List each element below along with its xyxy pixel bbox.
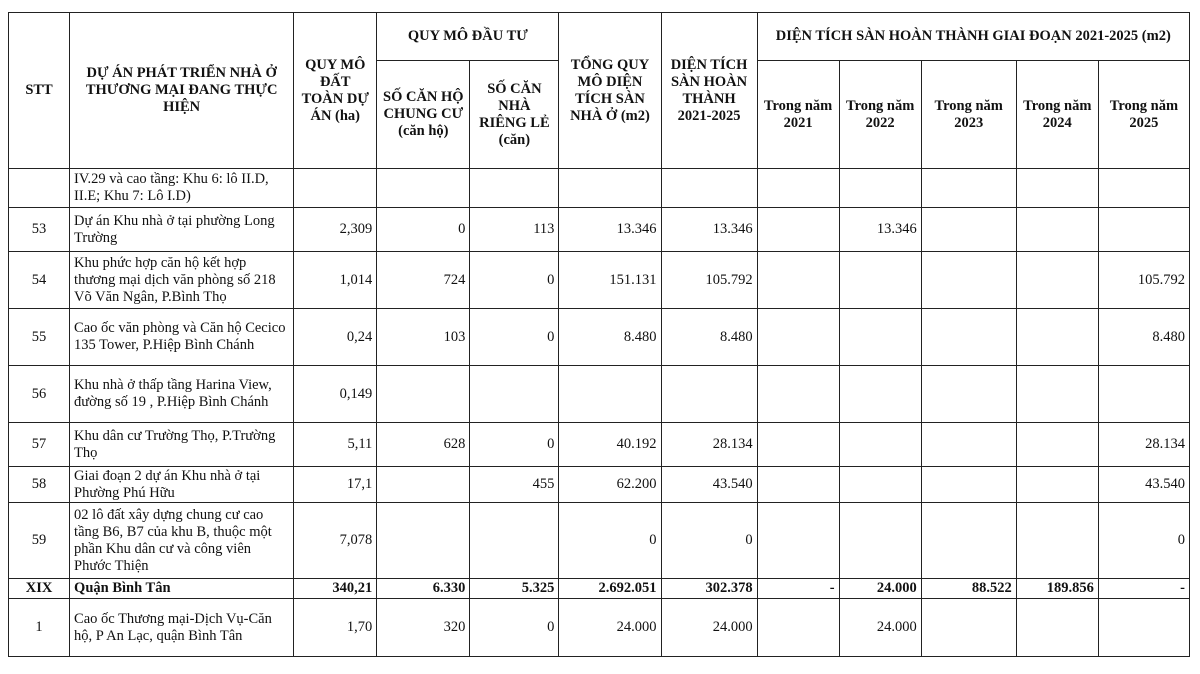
cell-project: 02 lô đất xây dựng chung cư cao tầng B6, B7 của khu B, thuộc một phần Khu dân cư và công viên Phước Thiện — [70, 503, 294, 579]
cell-total-area: 24.000 — [559, 599, 661, 657]
cell-2023 — [921, 169, 1016, 208]
cell-2025 — [1098, 208, 1189, 252]
cell-houses — [470, 169, 559, 208]
cell-2024 — [1016, 208, 1098, 252]
cell-2025: 0 — [1098, 503, 1189, 579]
cell-stt: 54 — [9, 252, 70, 309]
cell-2022 — [839, 309, 921, 366]
cell-2024 — [1016, 366, 1098, 423]
header-2023: Trong năm 2023 — [921, 61, 1016, 169]
cell-completed-area: 105.792 — [661, 252, 757, 309]
cell-land: 7,078 — [294, 503, 377, 579]
cell-2022 — [839, 503, 921, 579]
header-2021: Trong năm 2021 — [757, 61, 839, 169]
cell-total-area: 13.346 — [559, 208, 661, 252]
header-land: QUY MÔ ĐẤT TOÀN DỰ ÁN (ha) — [294, 13, 377, 169]
table-row — [9, 599, 1190, 657]
cell-land: 340,21 — [294, 579, 377, 599]
cell-2021: - — [757, 579, 839, 599]
cell-2023 — [921, 252, 1016, 309]
header-completed-area: DIỆN TÍCH SÀN HOÀN THÀNH 2021-2025 — [661, 13, 757, 169]
cell-project: IV.29 và cao tầng: Khu 6: lô II.D, II.E; Khu 7: Lô I.D) — [70, 169, 294, 208]
header-apartments: SỐ CĂN HỘ CHUNG CƯ (căn hộ) — [377, 61, 470, 169]
table-row — [9, 309, 1190, 366]
cell-stt: 57 — [9, 423, 70, 467]
cell-houses: 455 — [470, 467, 559, 503]
cell-completed-area: 0 — [661, 503, 757, 579]
cell-2024 — [1016, 503, 1098, 579]
cell-2025: 43.540 — [1098, 467, 1189, 503]
header-investment: QUY MÔ ĐẦU TƯ — [377, 13, 559, 61]
header-2025: Trong năm 2025 — [1098, 61, 1189, 169]
cell-completed-area: 302.378 — [661, 579, 757, 599]
cell-2021 — [757, 309, 839, 366]
cell-houses: 0 — [470, 309, 559, 366]
cell-2023 — [921, 366, 1016, 423]
cell-2022: 24.000 — [839, 599, 921, 657]
housing-projects-table — [8, 12, 1190, 657]
cell-2022 — [839, 169, 921, 208]
cell-land: 5,11 — [294, 423, 377, 467]
cell-2021 — [757, 503, 839, 579]
cell-total-area — [559, 169, 661, 208]
cell-completed-area: 24.000 — [661, 599, 757, 657]
header-2024: Trong năm 2024 — [1016, 61, 1098, 169]
cell-2024 — [1016, 252, 1098, 309]
cell-apartments — [377, 169, 470, 208]
cell-land — [294, 169, 377, 208]
cell-2025 — [1098, 169, 1189, 208]
cell-apartments — [377, 467, 470, 503]
cell-2023: 88.522 — [921, 579, 1016, 599]
cell-land: 2,309 — [294, 208, 377, 252]
cell-apartments: 628 — [377, 423, 470, 467]
cell-apartments — [377, 366, 470, 423]
cell-2021 — [757, 169, 839, 208]
cell-houses: 0 — [470, 252, 559, 309]
cell-project: Cao ốc văn phòng và Căn hộ Cecico 135 Tower, P.Hiệp Bình Chánh — [70, 309, 294, 366]
cell-land: 0,149 — [294, 366, 377, 423]
cell-total-area: 62.200 — [559, 467, 661, 503]
cell-2025 — [1098, 366, 1189, 423]
header-period: DIỆN TÍCH SÀN HOÀN THÀNH GIAI ĐOẠN 2021-2025 (m2) — [757, 13, 1189, 61]
cell-project: Dự án Khu nhà ở tại phường Long Trường — [70, 208, 294, 252]
cell-houses — [470, 503, 559, 579]
cell-2025: - — [1098, 579, 1189, 599]
cell-completed-area — [661, 169, 757, 208]
cell-2023 — [921, 599, 1016, 657]
cell-2021 — [757, 366, 839, 423]
cell-2025: 105.792 — [1098, 252, 1189, 309]
cell-2022 — [839, 252, 921, 309]
cell-stt: 59 — [9, 503, 70, 579]
cell-project: Cao ốc Thương mại-Dịch Vụ-Căn hộ, P An Lạc, quận Bình Tân — [70, 599, 294, 657]
cell-2024 — [1016, 169, 1098, 208]
cell-apartments: 103 — [377, 309, 470, 366]
cell-project: Giai đoạn 2 dự án Khu nhà ở tại Phường Phú Hữu — [70, 467, 294, 503]
cell-2022: 24.000 — [839, 579, 921, 599]
cell-2021 — [757, 208, 839, 252]
cell-2021 — [757, 467, 839, 503]
cell-apartments: 724 — [377, 252, 470, 309]
cell-apartments — [377, 503, 470, 579]
cell-2022: 13.346 — [839, 208, 921, 252]
cell-houses: 5.325 — [470, 579, 559, 599]
cell-houses: 0 — [470, 423, 559, 467]
cell-land: 1,014 — [294, 252, 377, 309]
table-row — [9, 467, 1190, 503]
cell-2024 — [1016, 309, 1098, 366]
cell-2024: 189.856 — [1016, 579, 1098, 599]
cell-land: 0,24 — [294, 309, 377, 366]
cell-2022 — [839, 423, 921, 467]
cell-apartments: 320 — [377, 599, 470, 657]
cell-land: 1,70 — [294, 599, 377, 657]
cell-2025 — [1098, 599, 1189, 657]
cell-stt — [9, 169, 70, 208]
cell-houses — [470, 366, 559, 423]
cell-stt: XIX — [9, 579, 70, 599]
cell-completed-area: 13.346 — [661, 208, 757, 252]
table-row — [9, 503, 1190, 579]
cell-completed-area: 43.540 — [661, 467, 757, 503]
cell-completed-area: 28.134 — [661, 423, 757, 467]
cell-stt: 55 — [9, 309, 70, 366]
header-total-area: TỔNG QUY MÔ DIỆN TÍCH SÀN NHÀ Ở (m2) — [559, 13, 661, 169]
header-houses: SỐ CĂN NHÀ RIÊNG LẺ (căn) — [470, 61, 559, 169]
cell-2024 — [1016, 599, 1098, 657]
district-summary-row — [9, 579, 1190, 599]
cell-houses: 0 — [470, 599, 559, 657]
cell-2023 — [921, 423, 1016, 467]
table-row — [9, 208, 1190, 252]
table-row — [9, 252, 1190, 309]
cell-project: Khu phức hợp căn hộ kết hợp thương mại dịch văn phòng số 218 Võ Văn Ngân, P.Bình Thọ — [70, 252, 294, 309]
cell-project: Khu nhà ở thấp tầng Harina View, đường số 19 , P.Hiệp Bình Chánh — [70, 366, 294, 423]
cell-total-area: 40.192 — [559, 423, 661, 467]
cell-total-area: 0 — [559, 503, 661, 579]
table-row — [9, 423, 1190, 467]
cell-total-area: 2.692.051 — [559, 579, 661, 599]
cell-total-area: 8.480 — [559, 309, 661, 366]
cell-total-area: 151.131 — [559, 252, 661, 309]
cell-2022 — [839, 366, 921, 423]
table-row — [9, 169, 1190, 208]
cell-2021 — [757, 423, 839, 467]
cell-land: 17,1 — [294, 467, 377, 503]
cell-2023 — [921, 208, 1016, 252]
cell-2023 — [921, 467, 1016, 503]
cell-stt: 56 — [9, 366, 70, 423]
cell-completed-area: 8.480 — [661, 309, 757, 366]
cell-2021 — [757, 599, 839, 657]
cell-completed-area — [661, 366, 757, 423]
cell-stt: 53 — [9, 208, 70, 252]
cell-2024 — [1016, 423, 1098, 467]
header-stt: STT — [9, 13, 70, 169]
cell-2025: 8.480 — [1098, 309, 1189, 366]
cell-stt: 58 — [9, 467, 70, 503]
cell-2022 — [839, 467, 921, 503]
cell-2023 — [921, 503, 1016, 579]
cell-2021 — [757, 252, 839, 309]
header-2022: Trong năm 2022 — [839, 61, 921, 169]
cell-apartments: 0 — [377, 208, 470, 252]
cell-2025: 28.134 — [1098, 423, 1189, 467]
cell-project: Quận Bình Tân — [70, 579, 294, 599]
cell-project: Khu dân cư Trường Thọ, P.Trường Thọ — [70, 423, 294, 467]
cell-houses: 113 — [470, 208, 559, 252]
table-row — [9, 366, 1190, 423]
cell-total-area — [559, 366, 661, 423]
cell-apartments: 6.330 — [377, 579, 470, 599]
header-project: DỰ ÁN PHÁT TRIỂN NHÀ Ở THƯƠNG MẠI ĐANG THỰC HIỆN — [70, 13, 294, 169]
cell-2024 — [1016, 467, 1098, 503]
cell-2023 — [921, 309, 1016, 366]
cell-stt: 1 — [9, 599, 70, 657]
